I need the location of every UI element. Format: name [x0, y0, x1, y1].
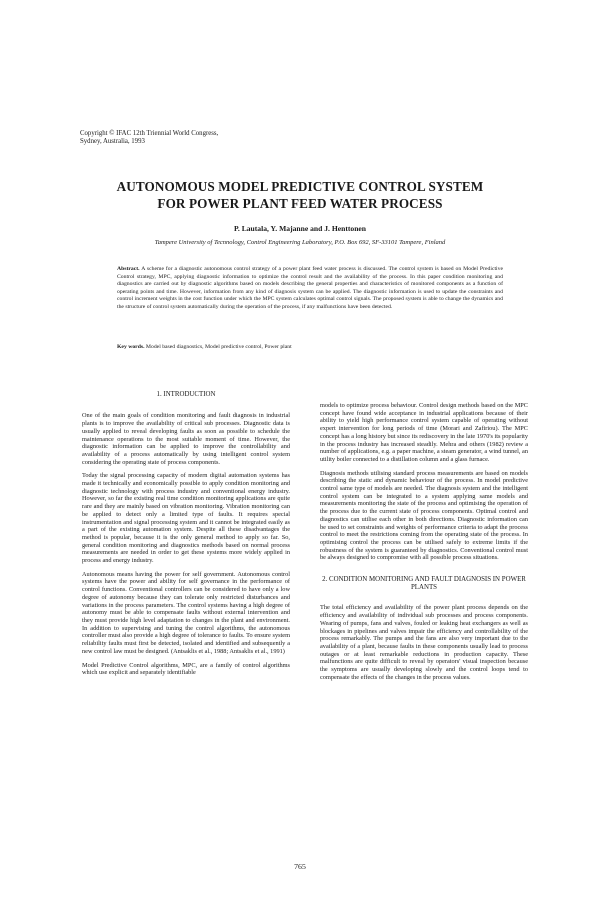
- title-line-1: AUTONOMOUS MODEL PREDICTIVE CONTROL SYSTEM: [116, 179, 484, 194]
- paragraph: Diagnosis methods utilising standard process measurements are based on models describing the static and dynamic behaviour of the process. In model predictive control same type of models are needed. The diagnosis system and the intelligent control system can be integrated to a system applying same models and measurements monitoring the state of the process and optimising the operation of the process due to the current state of process components. Optimal control and diagnostics can utilise each other in both directions. Diagnostic information can be used to set constraints and weights of performance criteria to adapt the process control to meet the restrictions coming from the operating state of the process. In optimising control the process can be utilised safely to extreme limits if the robustness of the system is guaranteed by diagnostics. Conventional control must be always designed to compromise with all possible process situations.: [320, 469, 528, 562]
- authors: P. Lautala, Y. Majanne and J. Henttonen: [233, 224, 367, 233]
- keywords-label: Key words.: [117, 344, 145, 350]
- keywords: [117, 344, 503, 352]
- section-2-heading: 2. CONDITION MONITORING AND FAULT DIAGNOSIS IN POWER PLANTS: [322, 576, 526, 592]
- copyright-line-2: Sydney, Australia, 1993: [80, 138, 145, 146]
- copyright-notice: [80, 130, 218, 147]
- copyright-line-1: Copyright © IFAC 12th Triennial World Congress,: [80, 130, 219, 137]
- abstract: [117, 266, 503, 312]
- abstract-text: A scheme for a diagnostic autonomous control strategy of a power plant feed water process is discussed. The control system is based on Model Predictive Control strategy, MPC, applying diagnostic information to optimize the control result and the availability of the process. In this paper condition monitoring and diagnostics are carried out by diagnostic algorithms based on models describing the general properties and characteristics of monitored components as a function of operating points and time. However, information from any kind of diagnosis system can be applied. The diagnostic information is used to update the constraints and control increment weights in the cost function under which the MPC system calculates optimal control signals. The proposed system is able to change the dynamics and the structure of control system automatically during the operation of the process, if any malfunctions have been detected.: [117, 266, 503, 310]
- affiliation: Tampere University of Tecnnology, Control Engineering Laboratory, P.O. Box 692, SF-33101 Tampere, Finland: [154, 239, 446, 246]
- right-column: [320, 402, 528, 688]
- paper-title: [0, 179, 600, 212]
- paragraph: models to optimize process behaviour. Control design methods based on the MPC concept have found wide acceptance in industrial applications because of their ability to yield high performance control system capable of operating without expert intervention for long periods of time (Morari and Zafiriou). The MPC concept has a long history but since its rediscovery in the late 1970's its popularity in the process industry has increased steadily. Mehra and others (1982) review a number of applications, e.g. a paper machine, a steam generator, a wind tunnel, an utility boiler connected to a distillation column and a glass furnace.: [320, 402, 528, 463]
- paragraph: Today the signal processing capacity of modern digital automation systems has made it technically and economically possible to apply condition monitoring and diagnostic technology with process industry and conventional energy industry. However, so far the existing real time condition monitoring applications are quite rare and they are mainly based on vibration monitoring. Vibration monitoring can be applied to detect only a limited type of faults. It requires special instrumentation and signal processing system and it cannot be integrated easily as a part of the existing automation system. Despite all these disadvantages the method is popular, because it is the only general method to apply so far. So, general condition monitoring and diagnostics methods based on normal process measurements are needed in order to get these systems more widely applied in process and energy industry.: [82, 472, 290, 565]
- paragraph: Model Predictive Control algorithms, MPC, are a family of control algorithms which use explicit and separately identifiable: [82, 661, 290, 677]
- left-column: [82, 391, 290, 683]
- keywords-text: Model based diagnostics, Model predictive control, Power plant: [145, 344, 292, 350]
- abstract-label: Abstract.: [117, 266, 140, 272]
- paragraph: One of the main goals of condition monitoring and fault diagnosis in industrial plants is to improve the availability of critical sub processes. Diagnostic data is usually applied to reveal developing faults as soon as possible to schedule the maintenance operations to the most suitable moment of time. However, the diagnostic information can be applied to improve the controllability and availability of a process automatically by using intelligent control system considering the operating state of process components.: [82, 412, 290, 466]
- page-number: 765: [294, 862, 306, 871]
- paragraph: Autonomous means having the power for self government. Autonomous control systems have the power and ability for self governance in the performance of control functions. Conventional controllers can be considered to have only a low degree of autonomy because they can tolerate only restricted disturbances and variations in the process parameters. The control systems having a high degree of autonomy must be able to compensate faults without external intervention and they must provide high level adaptation to changes in the plant and environment. In addition to supervising and tuning the control algorithms, the autonomous controller must also provide a high degree of tolerance to faults. To ensure system reliability faults must first be detected, isolated and identified and subsequently a new control law must be designed. (Antsaklis et al., 1988; Antsaklis et al., 1991): [82, 570, 290, 655]
- section-1-heading: 1. INTRODUCTION: [156, 391, 216, 398]
- title-line-2: FOR POWER PLANT FEED WATER PROCESS: [157, 195, 443, 211]
- paragraph: The total efficiency and availability of the power plant process depends on the efficiency and availability of individual sub processes and process components. Wearing of pumps, fans and valves, fouled or leaking heat exchangers as well as blockages in pipelines and valves impair the efficiency and controllability of the process remarkably. The pumps and the fans are also very important due to the availability of a plant, because faults in these components usually lead to process outages or at least remarkable reductions in production capacity. These malfunctions are quite difficult to reveal by operators' visual inspection because the symptoms are usually developing slowly and the control loops tend to compensate the effects of the changes in the process values.: [320, 604, 528, 681]
